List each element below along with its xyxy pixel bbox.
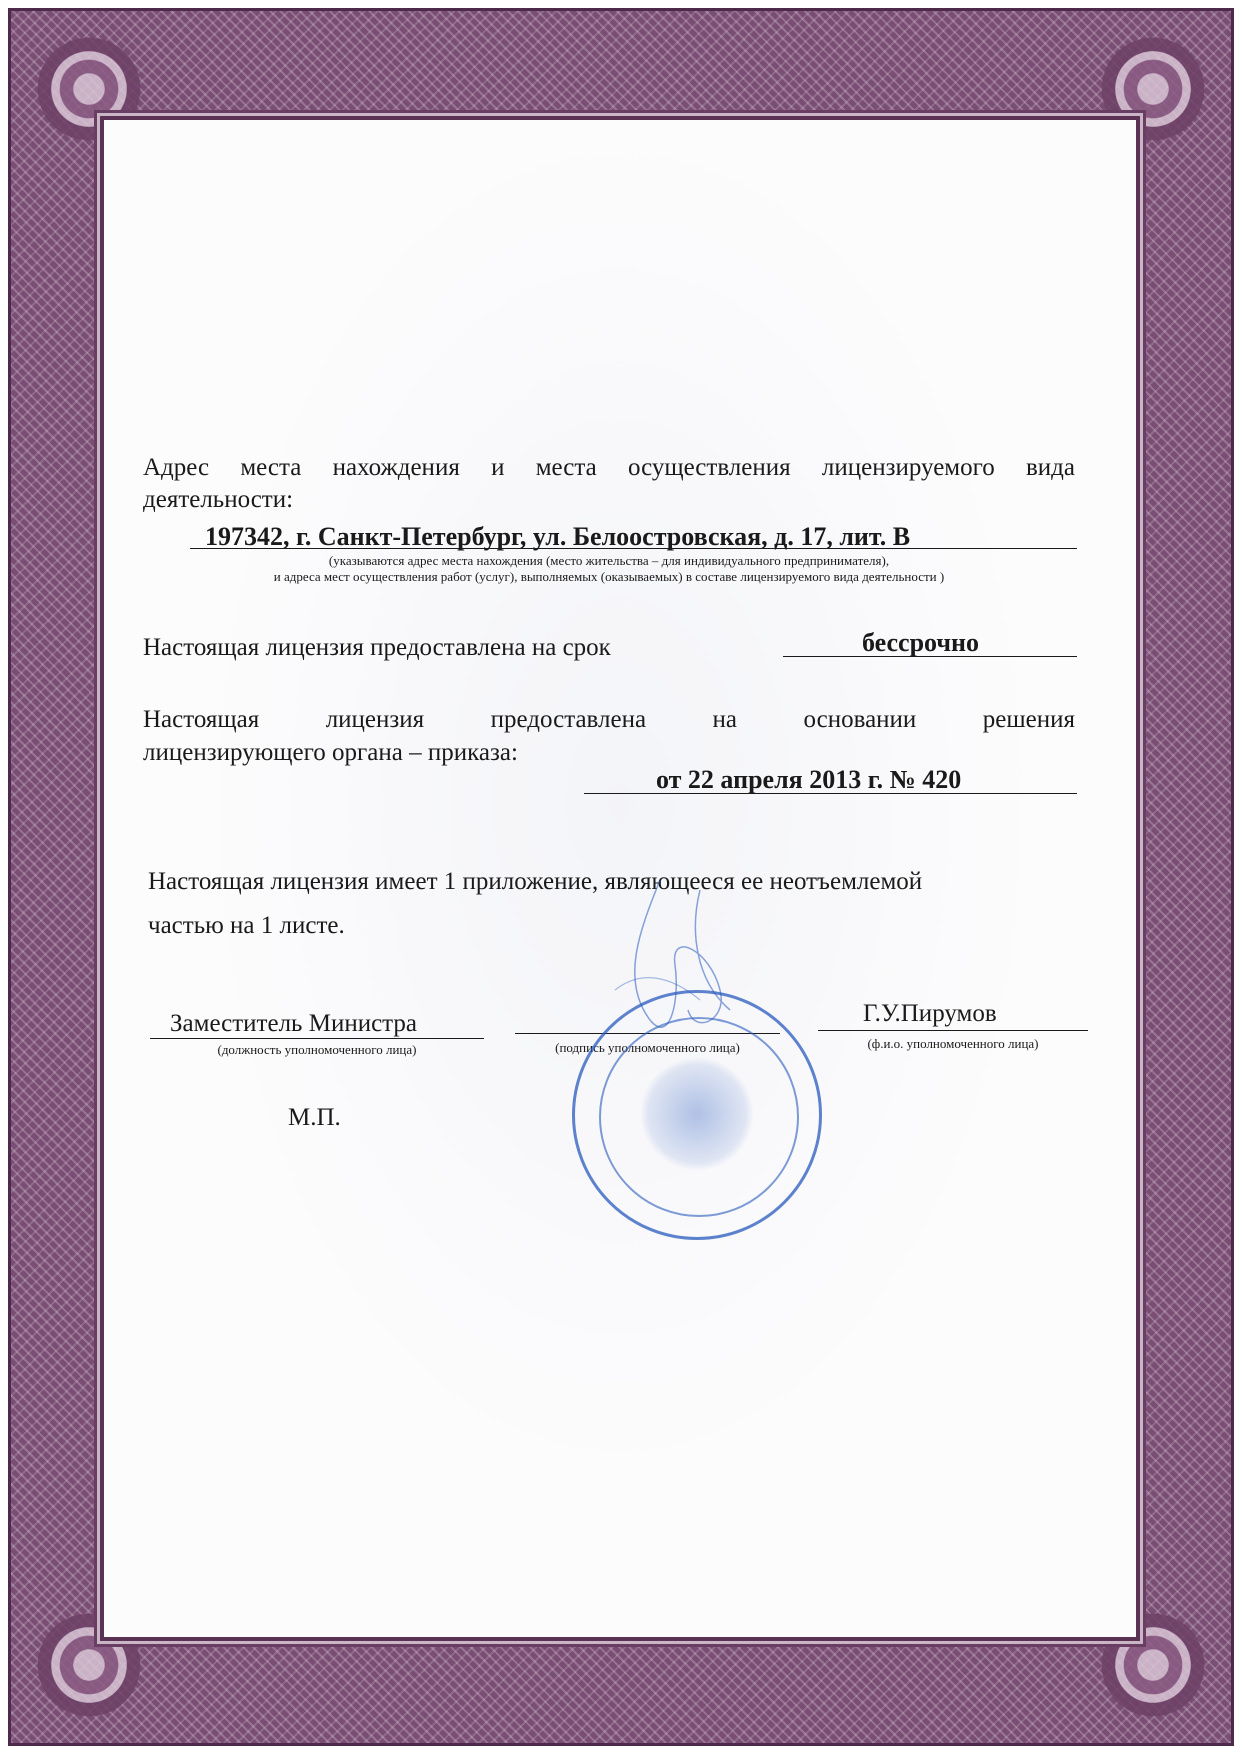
name-caption: (ф.и.о. уполномоченного лица) (867, 1036, 1039, 1051)
position-value: Заместитель Министра (170, 1010, 417, 1037)
term-underline (783, 656, 1077, 657)
basis-underline (584, 793, 1077, 794)
address-note-line1: (указываются адрес места нахождения (место жительства – для индивидуального предпринимателя), (328, 553, 890, 568)
appendix-line1: Настоящая лицензия имеет 1 приложение, являющееся ее неотъемлемой (148, 868, 923, 895)
address-heading-line2: деятельности: (143, 486, 294, 513)
name-value: Г.У.Пирумов (863, 1000, 997, 1027)
address-underline (190, 548, 1077, 549)
position-caption: (должность уполномоченного лица) (217, 1042, 417, 1057)
address-heading-line1: Адрес места нахождения и места осуществления лицензируемого вида (143, 454, 1075, 481)
handwritten-signature (600, 870, 800, 1070)
term-label: Настоящая лицензия предоставлена на срок (143, 634, 611, 661)
address-value: 197342, г. Санкт-Петербург, ул. Белоостровская, д. 17, лит. В (205, 522, 911, 551)
basis-line2: лицензирующего органа – приказа: (143, 739, 518, 766)
signature-caption: (подпись уполномоченного лица) (555, 1040, 740, 1055)
basis-value: от 22 апреля 2013 г. № 420 (656, 765, 962, 794)
name-underline (818, 1030, 1088, 1031)
appendix-line2: частью на 1 листе. (148, 912, 345, 939)
address-note-line2: и адреса мест осуществления работ (услуг), выполняемых (оказываемых) в составе лицензируемого вида деятельности ) (273, 569, 945, 584)
term-value: бессрочно (862, 628, 980, 657)
basis-line1: Настоящая лицензия предоставлена на основании решения (143, 706, 1075, 733)
eagle-emblem-icon (641, 1055, 753, 1173)
stamp-place: М.П. (288, 1104, 341, 1131)
position-underline (150, 1038, 484, 1039)
